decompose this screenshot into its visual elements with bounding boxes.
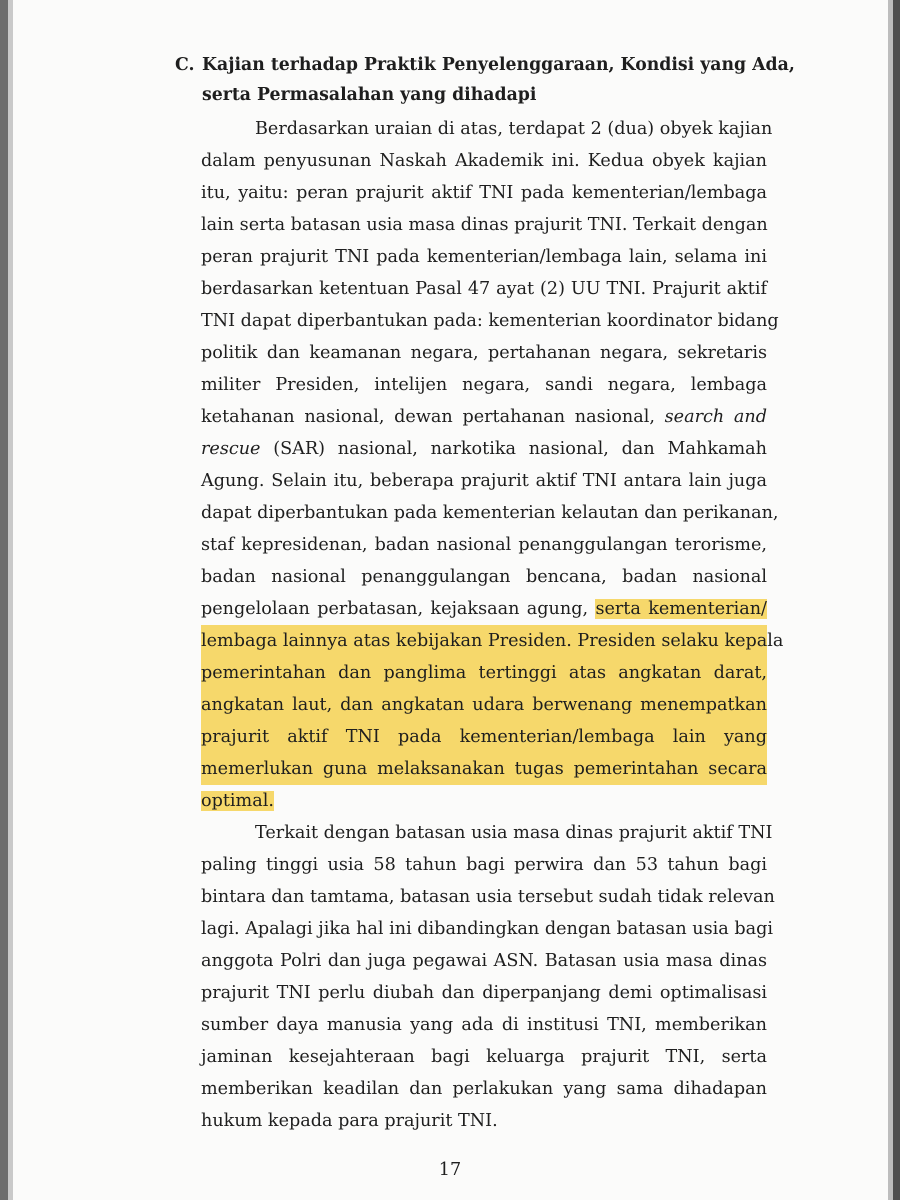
paragraph-1-text: (SAR) nasional, narkotika nasional, dan Mahkamah — [273, 439, 767, 459]
highlighted-line: angkatan laut, dan angkatan udara berwenang menempatkan — [201, 689, 767, 721]
section-heading — [175, 50, 795, 110]
paragraph-2-line: paling tinggi usia 58 tahun bagi perwira dan 53 tahun bagi — [201, 855, 767, 875]
paragraph-1-text: ketahanan nasional, dewan pertahanan nasional, — [201, 407, 655, 427]
paragraph-2-line: Terkait dengan batasan usia masa dinas prajurit aktif TNI — [255, 823, 773, 843]
paragraph-1-line — [201, 401, 767, 433]
paragraph-2-line: jaminan kesejahteraan bagi keluarga prajurit TNI, serta — [201, 1047, 767, 1067]
page-number: 17 — [438, 1160, 462, 1180]
paragraph-1-line: TNI dapat diperbantukan pada: kementerian koordinator bidang — [201, 311, 779, 331]
paragraph-2-line: hukum kepada para prajurit TNI. — [201, 1111, 498, 1131]
section-title-line-2: serta Permasalahan yang dihadapi — [202, 85, 537, 105]
paragraph-1-line: lain serta batasan usia masa dinas prajurit TNI. Terkait dengan — [201, 215, 768, 235]
section-title-line-1: Kajian terhadap Praktik Penyelenggaraan, Kondisi yang Ada, — [202, 55, 795, 75]
paragraph-2-line: bintara dan tamtama, batasan usia tersebut sudah tidak relevan — [201, 887, 775, 907]
italic-term: search and — [664, 407, 767, 427]
paragraph-2-line: lagi. Apalagi jika hal ini dibandingkan dengan batasan usia bagi — [201, 919, 773, 939]
paragraph-1-line: politik dan keamanan negara, pertahanan negara, sekretaris — [201, 343, 767, 363]
highlighted-line: memerlukan guna melaksanakan tugas pemerintahan secara — [201, 753, 767, 785]
paragraph-1-line: dalam penyusunan Naskah Akademik ini. Kedua obyek kajian — [201, 151, 767, 171]
paragraph-1-line: badan nasional penanggulangan bencana, badan nasional — [201, 567, 767, 587]
paragraph-2-line: sumber daya manusia yang ada di institusi TNI, memberikan — [201, 1015, 767, 1035]
section-letter: C. — [175, 55, 195, 75]
page-edge-left — [0, 0, 8, 1200]
paragraph-1-line: peran prajurit TNI pada kementerian/lembaga lain, selama ini — [201, 247, 767, 267]
paragraph-1-line: staf kepresidenan, badan nasional penanggulangan terorisme, — [201, 535, 767, 555]
paragraph-1-line — [201, 785, 767, 817]
paragraph-2-line: memberikan keadilan dan perlakukan yang sama dihadapan — [201, 1079, 767, 1099]
highlighted-line: pemerintahan dan panglima tertinggi atas angkatan darat, — [201, 657, 767, 689]
paragraph-1-text: pengelolaan perbatasan, kejaksaan agung, — [201, 599, 589, 619]
paragraph-1-line: dapat diperbantukan pada kementerian kelautan dan perikanan, — [201, 503, 779, 523]
highlighted-text: optimal. — [201, 791, 274, 811]
paragraph-1-line: berdasarkan ketentuan Pasal 47 ayat (2) UU TNI. Prajurit aktif — [201, 279, 767, 299]
paragraph-1-line: militer Presiden, intelijen negara, sandi negara, lembaga — [201, 375, 767, 395]
paragraph-2-line: anggota Polri dan juga pegawai ASN. Batasan usia masa dinas — [201, 951, 767, 971]
paragraph-1-line — [201, 593, 767, 625]
highlighted-line: prajurit aktif TNI pada kementerian/lembaga lain yang — [201, 721, 767, 753]
paragraph-1-line — [201, 433, 767, 465]
page-edge-right — [893, 0, 900, 1200]
paragraph-2-line: prajurit TNI perlu diubah dan diperpanjang demi optimalisasi — [201, 983, 767, 1003]
paragraph-1-line: itu, yaitu: peran prajurit aktif TNI pada kementerian/lembaga — [201, 183, 767, 203]
paragraph-1-line: Agung. Selain itu, beberapa prajurit aktif TNI antara lain juga — [201, 471, 767, 491]
highlighted-line: lembaga lainnya atas kebijakan Presiden. Presiden selaku kepala — [201, 625, 767, 657]
italic-term: rescue — [201, 439, 261, 459]
highlighted-text: serta kementerian/ — [595, 599, 767, 619]
paragraph-1-line: Berdasarkan uraian di atas, terdapat 2 (dua) obyek kajian — [255, 119, 773, 139]
